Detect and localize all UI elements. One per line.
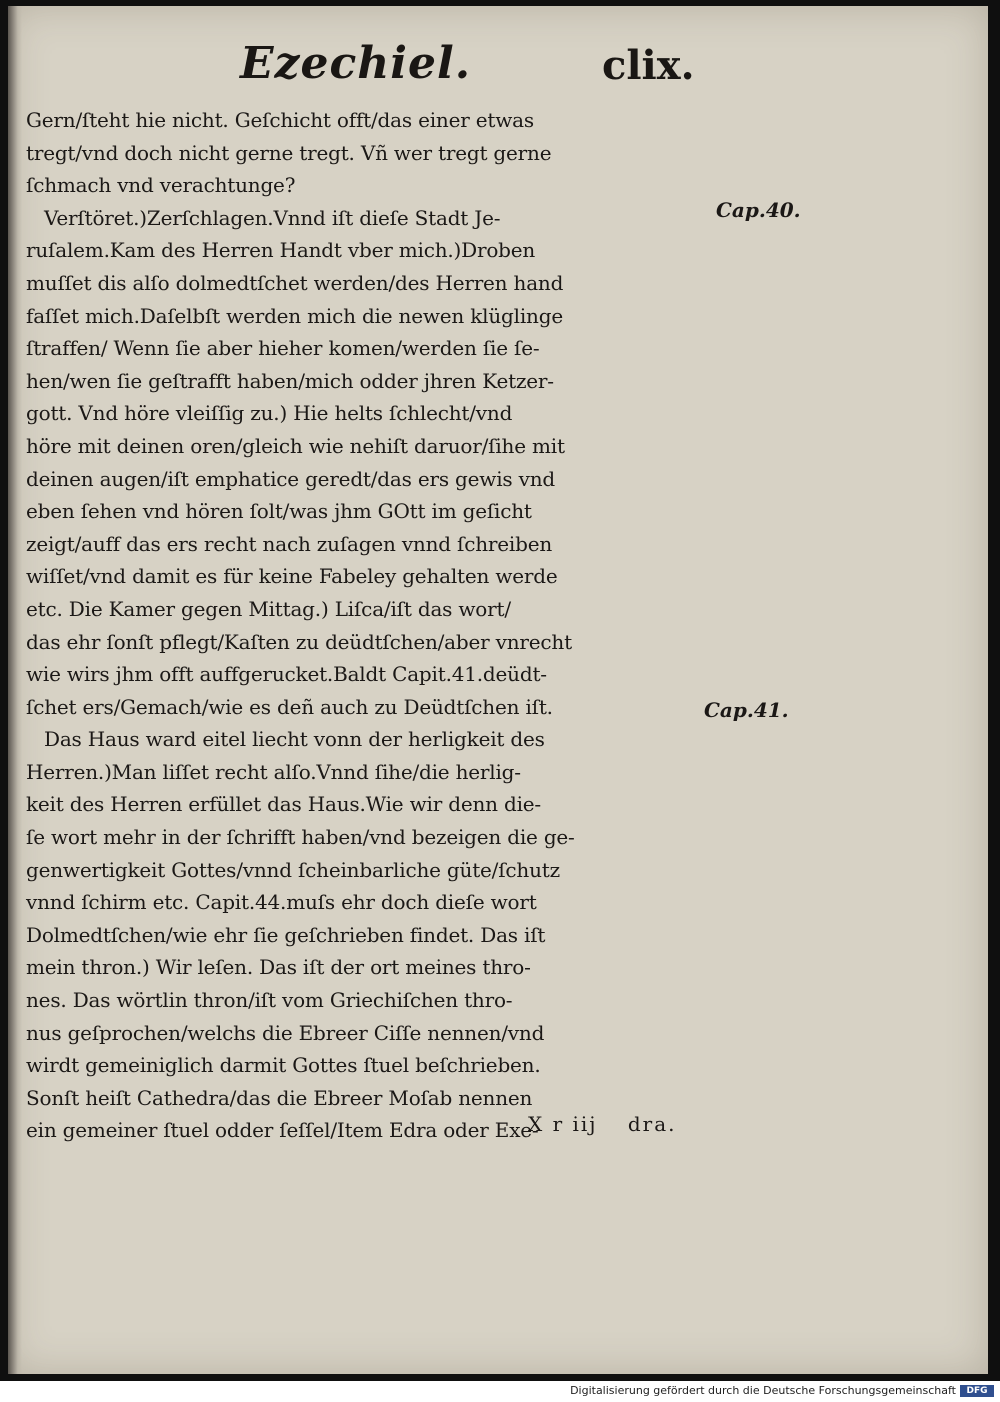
text-line: ſtraffen/ Wenn ſie aber hieher komen/werden ſie ſe- xyxy=(26,336,540,361)
catchword-line xyxy=(528,1112,677,1136)
text-line: nus geſprochen/welchs die Ebreer Ciſſe nennen/vnd xyxy=(26,1020,545,1045)
text-line: ruſalem.Kam des Herren Handt vber mich.)Droben xyxy=(26,238,536,263)
text-line: zeigt/auff das ers recht nach zuſagen vnnd ſchreiben xyxy=(26,531,553,556)
signature-mark: X r iij xyxy=(528,1112,598,1136)
text-line: ſchmach vnd verachtunge? xyxy=(26,173,296,198)
text-line: wie wirs jhm offt auffgerucket.Baldt Capit.41.deüdt- xyxy=(26,662,547,687)
text-line: das ehr ſonſt pflegt/Kaſten zu deüdtſchen/aber vnrecht xyxy=(26,629,572,654)
text-line: Dolmedtſchen/wie ehr ſie geſchrieben findet. Das iſt xyxy=(26,922,546,947)
text-line: Das Haus ward eitel liecht vonn der herligkeit des xyxy=(44,727,545,752)
text-line: ein gemeiner ſtuel odder ſeſſel/Item Edra oder Exe- xyxy=(26,1118,539,1143)
text-line: eben ſehen vnd hören ſolt/was jhm GOtt im geſicht xyxy=(26,499,532,524)
text-line: vnnd ſchirm etc. Capit.44.muſs ehr doch dieſe wort xyxy=(26,890,537,915)
margin-note-cap-40: Cap.40. xyxy=(716,198,801,222)
text-line: tregt/vnd doch nicht gerne tregt. Vñ wer tregt gerne xyxy=(26,140,552,165)
text-line: hen/wen ſie geſtrafft haben/mich odder jhren Ketzer- xyxy=(26,368,554,393)
text-line: Verſtöret.)Zerſchlagen.Vnnd iſt dieſe Stadt Je- xyxy=(44,205,501,230)
dfg-logo: DFG xyxy=(960,1385,994,1397)
text-line: Herren.)Man liſſet recht alſo.Vnnd ſihe/die herlig- xyxy=(26,759,521,784)
text-line: Sonſt heiſt Cathedra/das die Ebreer Moſab nennen xyxy=(26,1085,533,1110)
footer-credit: Digitalisierung gefördert durch die Deutsche Forschungsgemeinschaft xyxy=(570,1384,956,1397)
text-line: ſchet ers/Gemach/wie es deñ auch zu Deüdtſchen iſt. xyxy=(26,694,553,719)
text-line: muſſet dis alſo dolmedtſchet werden/des Herren hand xyxy=(26,270,564,295)
text-line: faſſet mich.Daſelbſt werden mich die newen klüglinge xyxy=(26,303,563,328)
margin-note-cap-41: Cap.41. xyxy=(704,698,789,722)
page-gutter xyxy=(8,6,22,1374)
text-line: etc. Die Kamer gegen Mittag.) Liſca/iſt das wort/ xyxy=(26,596,511,621)
text-line: ſe wort mehr in der ſchrifft haben/vnd bezeigen die ge- xyxy=(26,825,575,850)
body-text xyxy=(26,104,710,1147)
text-line: keit des Herren erfüllet das Haus.Wie wir denn die- xyxy=(26,792,541,817)
text-line: höre mit deinen oren/gleich wie nehiſt daruor/ſihe mit xyxy=(26,433,565,458)
running-title: Ezechiel. xyxy=(240,38,472,89)
text-line: wiſſet/vnd damit es für keine Fabeley gehalten werde xyxy=(26,564,558,589)
text-line: mein thron.) Wir leſen. Das iſt der ort meines thro- xyxy=(26,955,531,980)
text-line: deinen augen/iſt emphatice geredt/das ers gewis vnd xyxy=(26,466,556,491)
text-line: wirdt gemeiniglich darmit Gottes ſtuel beſchrieben. xyxy=(26,1053,541,1078)
folio-number: clix. xyxy=(602,42,695,89)
catchword: dra. xyxy=(627,1112,677,1136)
text-line: genwertigkeit Gottes/vnnd ſcheinbarliche güte/ſchutz xyxy=(26,857,560,882)
text-line: gott. Vnd höre vleiſſig zu.) Hie helts ſchlecht/vnd xyxy=(26,401,513,426)
text-line: nes. Das wörtlin thron/iſt vom Griechiſchen thro- xyxy=(26,988,513,1013)
text-line: Gern/ſteht hie nicht. Geſchicht offt/das einer etwas xyxy=(26,108,534,132)
